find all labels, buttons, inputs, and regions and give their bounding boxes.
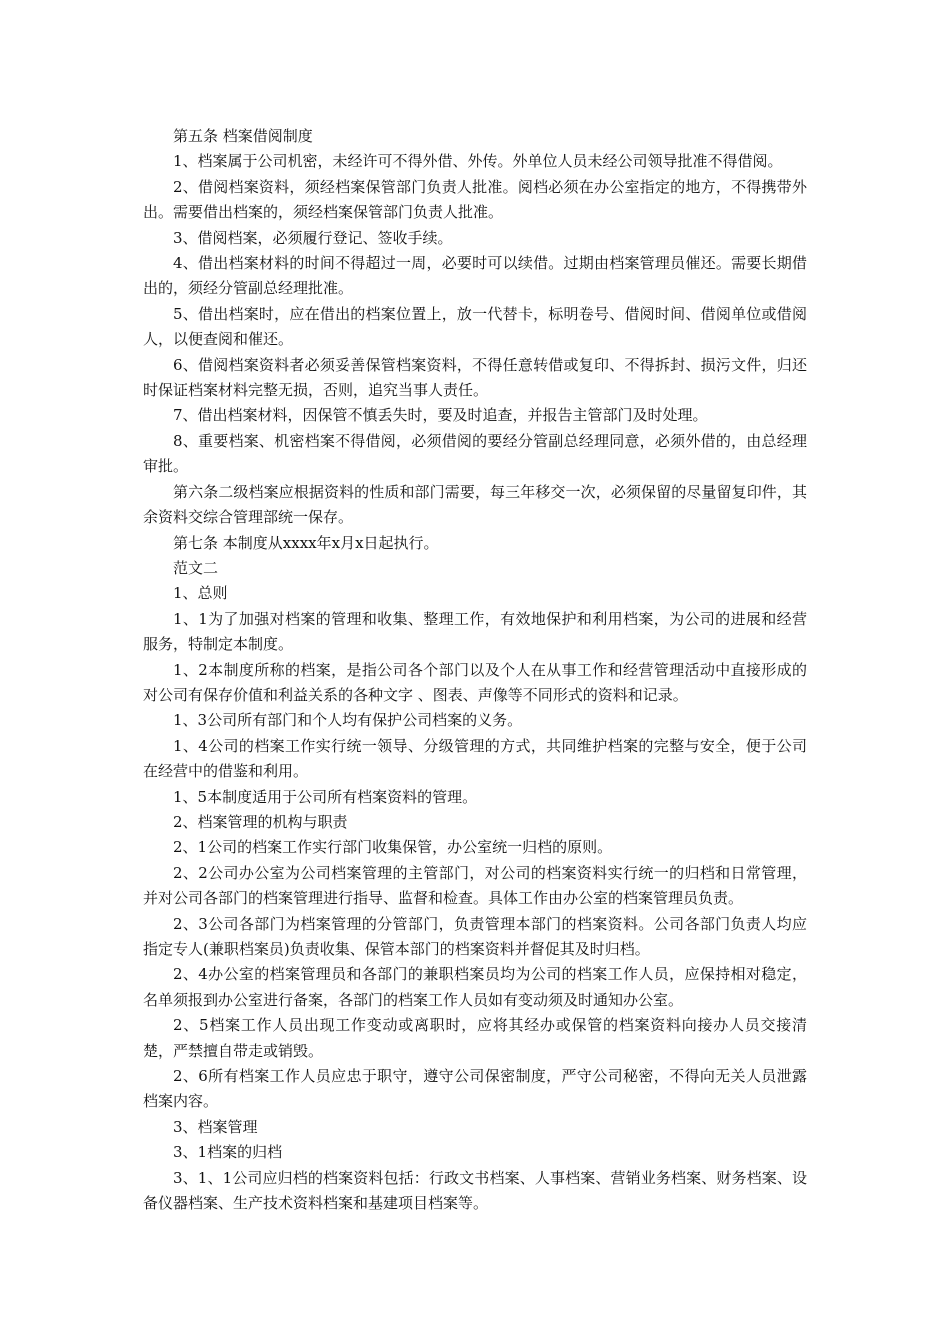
paragraph: 1、5本制度适用于公司所有档案资料的管理。 [173, 787, 478, 806]
paragraph: 2、3公司各部门为档案管理的分管部门，负责管理本部门的档案资料。公司各部门负责人均应指定专人(兼职档案员)负责收集、保管本部门的档案资料并督促其及时归档。 [143, 914, 807, 958]
paragraph: 3、1、1公司应归档的档案资料包括：行政文书档案、人事档案、营销业务档案、财务档案、设备仪器档案、生产技术资料档案和基建项目档案等。 [143, 1168, 807, 1213]
document-body [143, 124, 807, 1216]
paragraph: 8、重要档案、机密档案不得借阅，必须借阅的要经分管副总经理同意，必须外借的，由总经理审批。 [143, 431, 807, 476]
section-heading: 2、档案管理的机构与职责 [173, 812, 348, 831]
paragraph: 1、1为了加强对档案的管理和收集、整理工作，有效地保护和利用档案，为公司的进展和经营服务，特制定本制度。 [143, 609, 807, 654]
section-heading: 1、总则 [173, 584, 228, 603]
paragraph: 第六条二级档案应根据资料的性质和部门需要，每三年移交一次，必须保留的尽量留复印件，其余资料交综合管理部统一保存。 [143, 482, 807, 527]
paragraph: 1、2本制度所称的档案，是指公司各个部门以及个人在从事工作和经营管理活动中直接形成的对公司有保存价值和利益关系的各种文字 、图表、声像等不同形式的资料和记录。 [143, 660, 807, 704]
paragraph: 5、借出档案时，应在借出的档案位置上，放一代替卡，标明卷号、借阅时间、借阅单位或借阅人，以便查阅和催还。 [143, 304, 807, 349]
section-heading: 3、1档案的归档 [173, 1143, 283, 1162]
paragraph: 2、6所有档案工作人员应忠于职守，遵守公司保密制度，严守公司秘密，不得向无关人员泄露档案内容。 [143, 1067, 807, 1111]
paragraph: 2、4办公室的档案管理员和各部门的兼职档案员均为公司的档案工作人员，应保持相对稳定，名单须报到办公室进行备案，各部门的档案工作人员如有变动须及时通知办公室。 [143, 965, 807, 1009]
paragraph: 6、借阅档案资料者必须妥善保管档案资料，不得任意转借或复印、不得拆封、损污文件，归还时保证档案材料完整无损，否则，追究当事人责任。 [143, 355, 807, 400]
section-heading: 3、档案管理 [173, 1117, 258, 1136]
section-heading: 范文二 [173, 558, 219, 577]
paragraph: 第七条 本制度从xxxx年x月x日起执行。 [173, 533, 439, 552]
paragraph: 3、借阅档案，必须履行登记、签收手续。 [173, 228, 453, 247]
paragraph: 1、档案属于公司机密，未经许可不得外借、外传。外单位人员未经公司领导批准不得借阅。 [173, 152, 783, 171]
paragraph: 1、3公司所有部门和个人均有保护公司档案的义务。 [173, 711, 523, 730]
paragraph: 2、2公司办公室为公司档案管理的主管部门，对公司的档案资料实行统一的归档和日常管理，并对公司各部门的档案管理进行指导、监督和检查。具体工作由办公室的档案管理员负责。 [143, 863, 807, 908]
paragraph: 2、5档案工作人员出现工作变动或离职时，应将其经办或保管的档案资料向接办人员交接清楚，严禁擅自带走或销毁。 [143, 1016, 807, 1060]
paragraph: 7、借出档案材料，因保管不慎丢失时，要及时追查，并报告主管部门及时处理。 [173, 406, 708, 425]
paragraph: 1、4公司的档案工作实行统一领导、分级管理的方式，共同维护档案的完整与安全，便于公司在经营中的借鉴和利用。 [143, 736, 807, 781]
paragraph: 2、借阅档案资料，须经档案保管部门负责人批准。阅档必须在办公室指定的地方，不得携带外出。需要借出档案的，须经档案保管部门负责人批准。 [143, 177, 807, 222]
paragraph: 第五条 档案借阅制度 [173, 127, 313, 145]
paragraph: 4、借出档案材料的时间不得超过一周，必要时可以续借。过期由档案管理员催还。需要长期借出的，须经分管副总经理批准。 [143, 254, 807, 298]
paragraph: 2、1公司的档案工作实行部门收集保管，办公室统一归档的原则。 [173, 838, 613, 857]
